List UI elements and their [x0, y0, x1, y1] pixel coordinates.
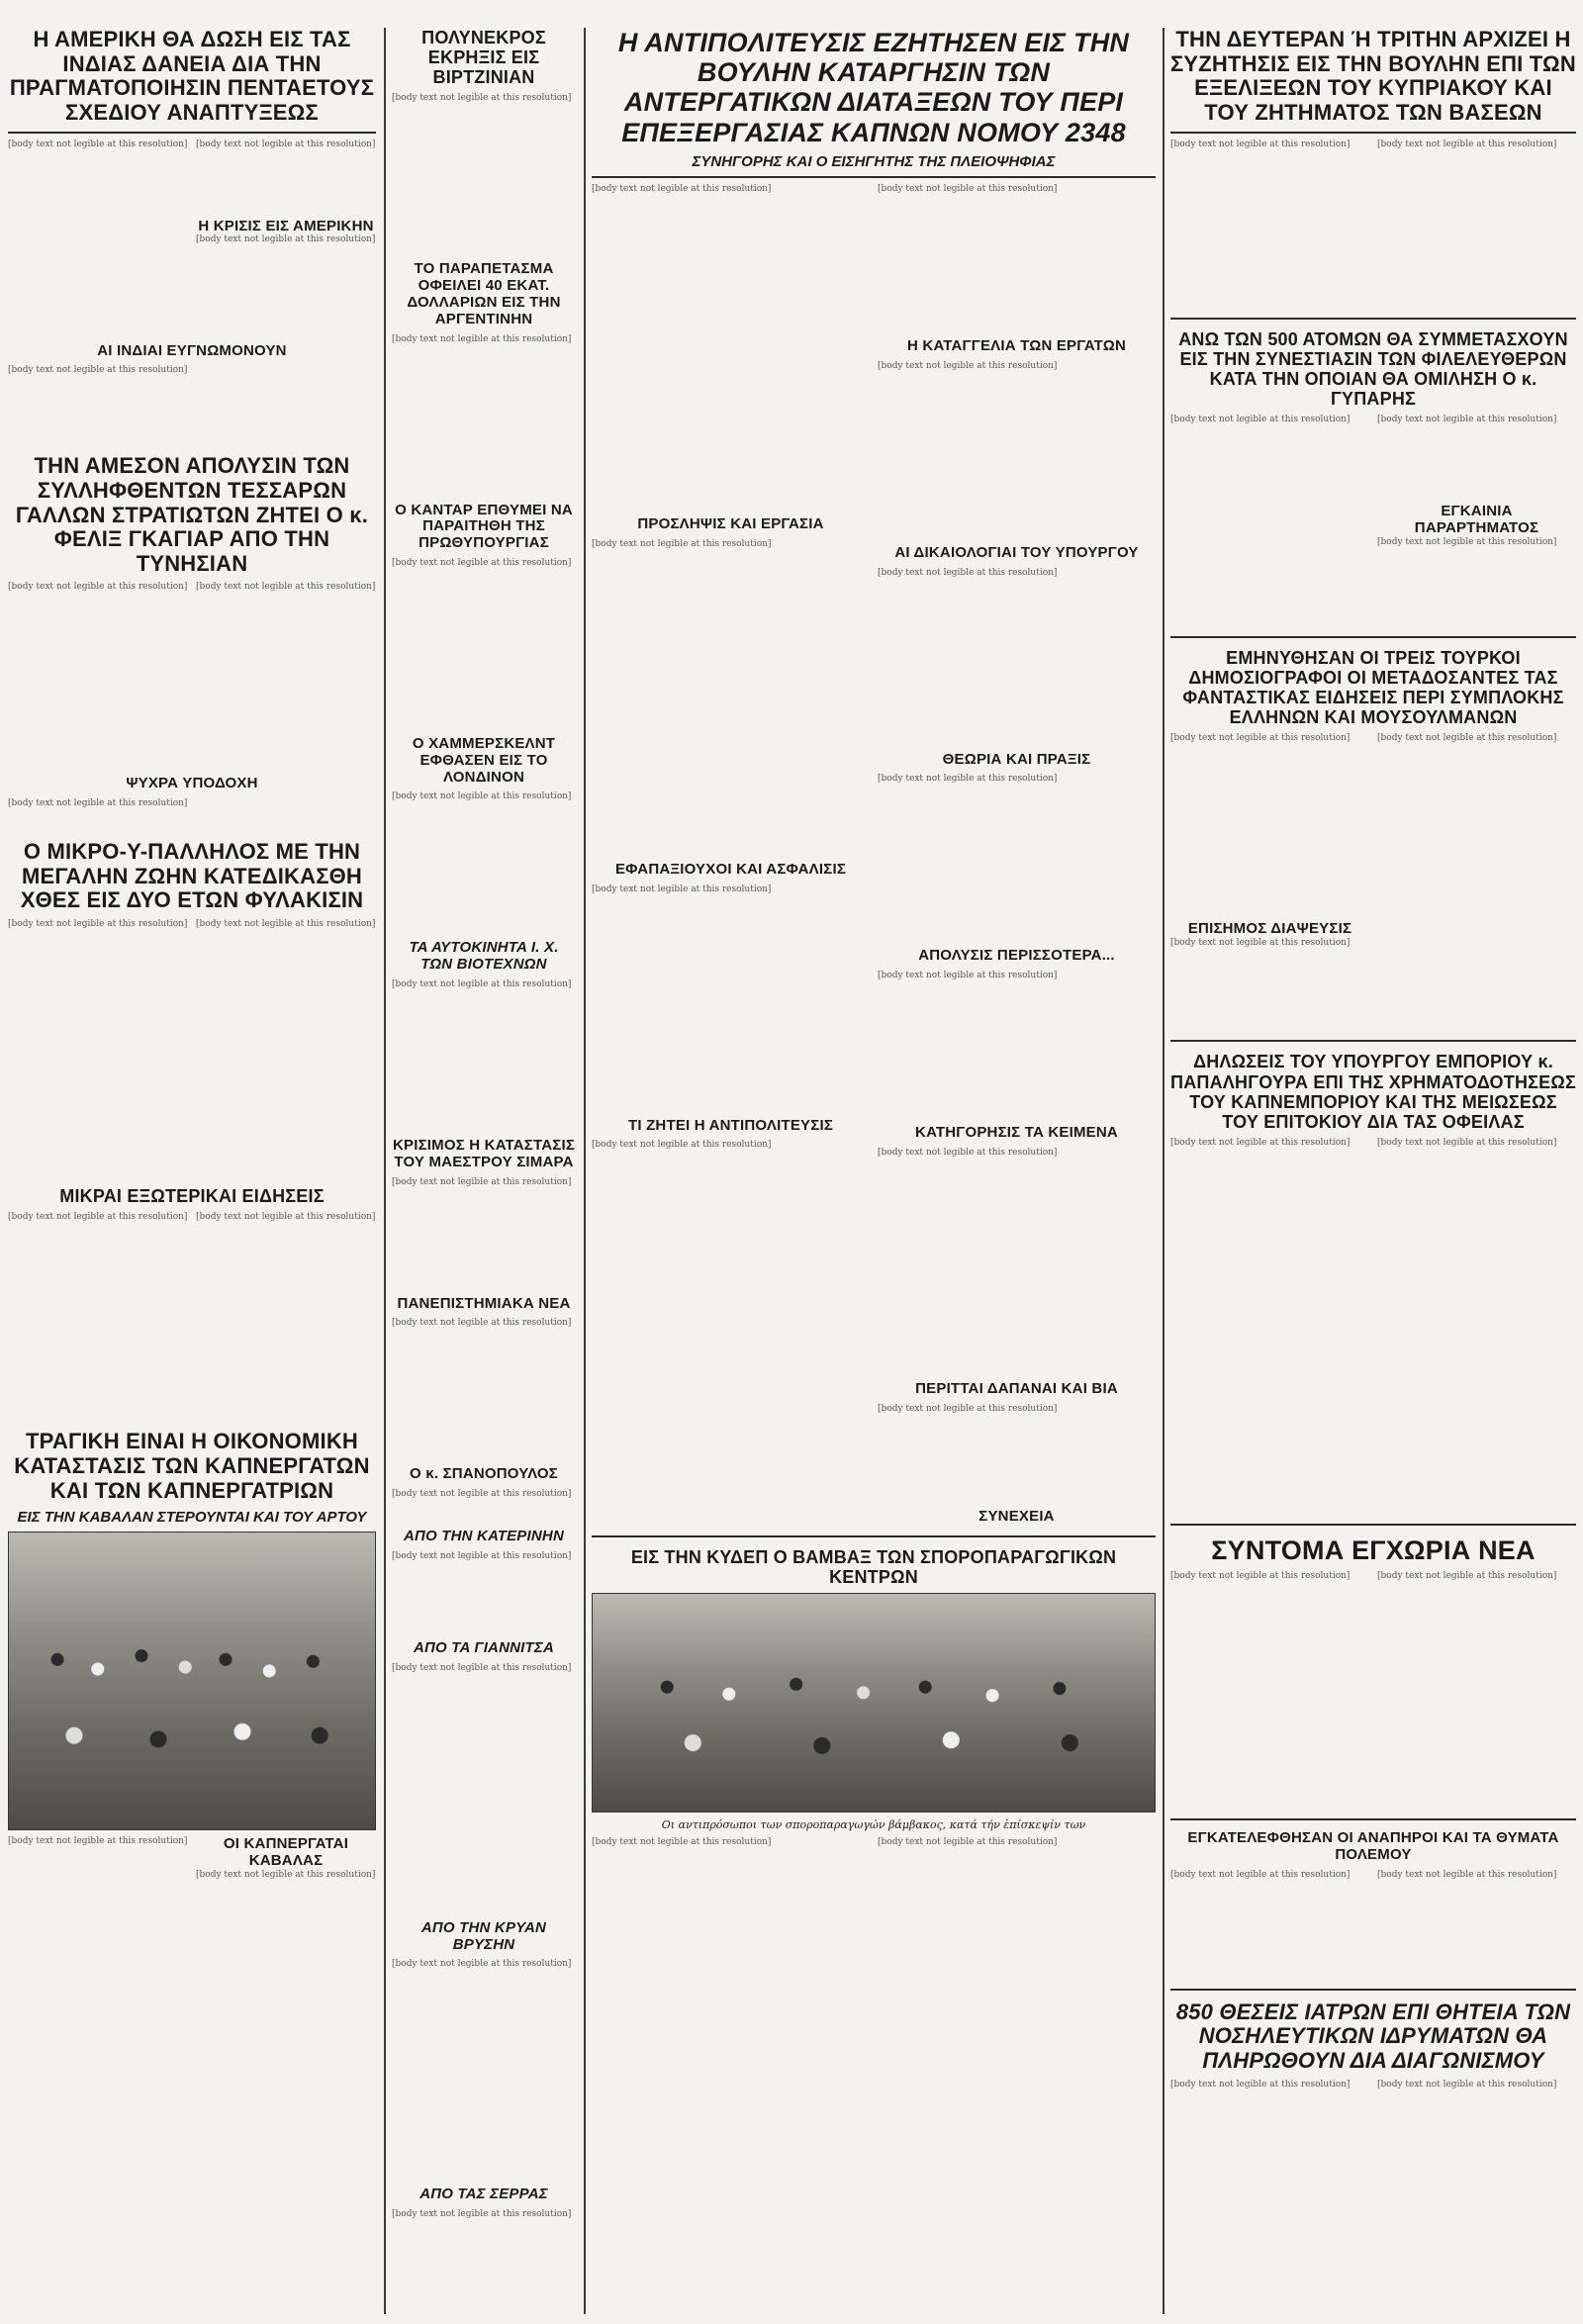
column-3 — [592, 28, 1156, 2314]
headline: ΚΡΙΣΙΜΟΣ Η ΚΑΤΑΣΤΑΣΙΣ ΤΟΥ ΜΑΕΣΤΡΟΥ ΣΙΜΑΡΑ — [392, 1137, 576, 1170]
article-body: [body text not legible at this resolution] — [1377, 415, 1557, 425]
story-cyprus-debate — [1170, 28, 1576, 308]
article-body: [body text not legible at this resolution] — [1170, 1571, 1350, 1582]
photo-caption: Οι αντιπρόσωποι των σποροπαραγωγών βάμβακος, κατά τήν ἐπίσκεψίν των — [661, 1817, 1086, 1831]
article-body: [body text not legible at this resolution] — [8, 139, 188, 149]
headline: Ο ΚΑΝΤΑΡ ΕΠΘΥΜΕΙ ΝΑ ΠΑΡΑΙΤΗΘΗ ΤΗΣ ΠΡΩΘΥΠΟΥΡΓΙΑΣ — [395, 501, 573, 552]
article-body: [body text not legible at this resolution] — [1170, 733, 1350, 744]
divider — [8, 132, 376, 134]
section-head: Η ΚΑΤΑΓΓΕΛΙΑ ΤΩΝ ΕΡΓΑΤΩΝ — [907, 336, 1126, 354]
headline: ΤΡΑΓΙΚΗ ΕΙΝΑΙ Η ΟΙΚΟΝΟΜΙΚΗ ΚΑΤΑΣΤΑΣΙΣ ΤΩΝ ΚΑΠΝΕΡΓΑΤΩΝ ΚΑΙ ΤΩΝ ΚΑΠΝΕΡΓΑΤΡΙΩΝ — [14, 1429, 370, 1503]
section-head: ΑΙ ΔΙΚΑΙΟΛΟΓΙΑΙ ΤΟΥ ΥΠΟΥΡΓΟΥ — [894, 543, 1139, 561]
headline: ΤΗΝ ΑΜΕΣΟΝ ΑΠΟΛΥΣΙΝ ΤΩΝ ΣΥΛΛΗΦΘΕΝΤΩΝ ΤΕΣΣΑΡΩΝ ΓΑΛΛΩΝ ΣΤΡΑΤΙΩΤΩΝ ΖΗΤΕΙ Ο κ. ΦΕΛΙΞ ΓΚΑΓΙΑΡ ΑΠΟ ΤΗΝ ΤΥΝΗΣΙΑΝ — [15, 453, 369, 576]
section-head: ΤΙ ΖΗΤΕΙ Η ΑΝΤΙΠΟΛΙΤΕΥΣΙΣ — [627, 1116, 834, 1134]
article-body: [body text not legible at this resolution] — [392, 558, 572, 569]
story-papaligouras — [1170, 1052, 1576, 1514]
article-body: [body text not legible at this resolution] — [392, 979, 572, 990]
subheadline: ΕΙΣ ΤΗΝ ΚΑΒΑΛΑΝ ΣΤΕΡΟΥΝΤΑΙ ΚΑΙ ΤΟΥ ΑΡΤΟΥ — [17, 1509, 367, 1527]
subheadline: ΕΓΚΑΙΝΙΑ ΠΑΡΑΡΤΗΜΑΤΟΣ — [1414, 503, 1539, 536]
story-cotton-photo — [592, 1547, 1156, 1956]
story-kantar — [392, 503, 576, 716]
story-cars — [392, 940, 576, 1118]
article-body: [body text not legible at this resolution] — [1377, 1571, 1557, 1582]
headline: ΑΝΩ ΤΩΝ 500 ΑΤΟΜΩΝ ΘΑ ΣΥΜΜΕΤΑΣΧΟΥΝ ΕΙΣ ΤΗΝ ΣΥΝΕΣΤΙΑΣΙΝ ΤΩΝ ΦΙΛΕΛΕΥΘΕΡΩΝ ΚΑΤΑ ΤΗΝ ΟΠΟΙΑΝ ΘΑ ΟΜΙΛΗΣΗ Ο κ. ΓΥΠΑΡΗΣ — [1178, 328, 1568, 409]
article-body: [body text not legible at this resolution] — [592, 183, 772, 194]
column-rule — [384, 28, 386, 2314]
column-rule — [584, 28, 586, 2314]
article-body: [body text not legible at this resolution] — [592, 538, 772, 549]
story-spanopoulos — [392, 1466, 576, 1519]
article-body: [body text not legible at this resolution] — [592, 883, 772, 894]
divider — [592, 176, 1156, 178]
section-head: ΠΡΟΣΛΗΨΙΣ ΚΑΙ ΕΡΓΑΣΙΑ — [637, 514, 824, 532]
divider — [592, 1535, 1156, 1537]
headline: ΤΗΝ ΔΕΥΤΕΡΑΝ Ή ΤΡΙΤΗΝ ΑΡΧΙΖΕΙ Η ΣΥΖΗΤΗΣΙΣ ΕΙΣ ΤΗΝ ΒΟΥΛΗΝ ΕΠΙ ΤΩΝ ΕΞΕΛΙΞΕΩΝ ΤΟΥ ΚΥΠΡΙΑΚΟΥ ΚΑΙ ΤΟΥ ΖΗΤΗΜΑΤΟΣ ΤΩΝ ΒΑΣΕΩΝ — [1170, 28, 1576, 125]
headline: 850 ΘΕΣΕΙΣ ΙΑΤΡΩΝ ΕΠΙ ΘΗΤΕΙΑ ΤΩΝ ΝΟΣΗΛΕΥΤΙΚΩΝ ΙΔΡΥΜΑΤΩΝ ΘΑ ΠΛΗΡΩΘΟΥΝ ΔΙΑ ΔΙΑΓΩΝΙΣΜΟΥ — [1175, 1999, 1571, 2074]
article-body: [body text not legible at this resolution] — [196, 139, 376, 149]
story-america-india-loans — [8, 28, 376, 434]
article-body: [body text not legible at this resolution] — [196, 1212, 376, 1223]
story-krya-vrysi — [392, 1920, 576, 2178]
article-body: [body text not legible at this resolution] — [196, 582, 376, 593]
article-body: [body text not legible at this resolution] — [1170, 1869, 1350, 1880]
continued-label: ΣΥΝΕΧΕΙΑ — [978, 1507, 1055, 1525]
story-doctor-positions — [1170, 2000, 1576, 2278]
subheadline: Η ΚΡΙΣΙΣ ΕΙΣ ΑΜΕΡΙΚΗΝ — [198, 217, 374, 234]
article-body: [body text not legible at this resolution] — [392, 1959, 572, 1970]
article-body: [body text not legible at this resolution] — [878, 1836, 1058, 1847]
article-body: [body text not legible at this resolution] — [878, 1403, 1058, 1414]
article-body: [body text not legible at this resolution] — [392, 1318, 572, 1329]
story-serres — [392, 2186, 576, 2314]
story-tobacco-workers — [8, 1430, 376, 2314]
column-2 — [392, 28, 576, 2314]
section-head: ΚΑΤΗΓΟΡΗΣΙΣ ΤΑ ΚΕΙΜΕΝΑ — [915, 1124, 1118, 1142]
headline: ΕΓΚΑΤΕΛΕΦΘΗΣΑΝ ΟΙ ΑΝΑΠΗΡΟΙ ΚΑΙ ΤΑ ΘΥΜΑΤΑ ΠΟΛΕΜΟΥ — [1187, 1829, 1559, 1863]
article-body: [body text not legible at this resolution] — [878, 1147, 1058, 1158]
story-university — [392, 1296, 576, 1447]
story-clerk-sentenced — [8, 840, 376, 1166]
divider — [1170, 318, 1576, 320]
article-body: [body text not legible at this resolution] — [1170, 1137, 1350, 1148]
headline: ΑΠΟ ΤΗΝ ΚΑΤΕΡΙΝΗΝ — [404, 1528, 564, 1545]
section-head: ΘΕΩΡΙΑ ΚΑΙ ΠΡΑΞΙΣ — [942, 750, 1091, 768]
headline: ΑΠΟ ΤΑ ΓΙΑΝΝΙΤΣΑ — [414, 1639, 554, 1657]
article-body: [body text not legible at this resolution] — [592, 1140, 772, 1151]
headline: Ο ΜΙΚΡΟ-Υ-ΠΑΛΛΗΛΟΣ ΜΕ ΤΗΝ ΜΕΓΑΛΗΝ ΖΩΗΝ ΚΑΤΕΔΙΚΑΣΘΗ ΧΘΕΣ ΕΙΣ ΔΥΟ ΕΤΩΝ ΦΥΛΑΚΙΣΙΝ — [20, 839, 364, 913]
article-body: [body text not legible at this resolution] — [196, 1869, 376, 1880]
article-body: [body text not legible at this resolution] — [392, 93, 572, 104]
article-body: [body text not legible at this resolution] — [8, 582, 188, 593]
story-foreign-briefs — [8, 1186, 376, 1410]
article-body: [body text not legible at this resolution] — [1377, 536, 1557, 547]
headline: Η ΑΜΕΡΙΚΗ ΘΑ ΔΩΣΗ ΕΙΣ ΤΑΣ ΙΝΔΙΑΣ ΔΑΝΕΙΑ ΔΙΑ ΤΗΝ ΠΡΑΓΜΑΤΟΠΟΙΗΣΙΝ ΠΕΝΤΑΕΤΟΥΣ ΣΧΕΔΙΟΥ ΑΝΑΠΤΥΞΕΩΣ — [9, 28, 375, 125]
story-turkish-journalists — [1170, 648, 1576, 1031]
headline: ΤΑ ΑΥΤΟΚΙΝΗΤΑ Ι. Χ. ΤΩΝ ΒΙΟΤΕΧΝΩΝ — [409, 939, 559, 974]
headline: ΤΟ ΠΑΡΑΠΕΤΑΣΜΑ ΟΦΕΙΛΕΙ 40 ΕΚΑΤ. ΔΟΛΛΑΡΙΩΝ ΕΙΣ ΤΗΝ ΑΡΓΕΝΤΙΝΗΝ — [407, 260, 561, 327]
article-body: [body text not legible at this resolution] — [1170, 415, 1350, 425]
headline: ΕΙΣ ΤΗΝ ΚΥΔΕΠ Ο ΒΑΜΒΑΞ ΤΩΝ ΣΠΟΡΟΠΑΡΑΓΩΓΙΚΩΝ ΚΕΝΤΡΩΝ — [630, 1546, 1117, 1587]
article-body: [body text not legible at this resolution] — [392, 1551, 572, 1562]
headline: ΣΥΝΤΟΜΑ ΕΓΧΩΡΙΑ ΝΕΑ — [1211, 1534, 1536, 1565]
article-body: [body text not legible at this resolution] — [1170, 938, 1350, 949]
article-body: [body text not legible at this resolution] — [392, 1662, 572, 1673]
story-gaillard-tunisia — [8, 454, 376, 820]
article-body: [body text not legible at this resolution] — [1377, 1137, 1557, 1148]
article-body: [body text not legible at this resolution] — [878, 567, 1058, 578]
article-body: [body text not legible at this resolution] — [392, 1176, 572, 1187]
subheadline: ΣΥΝΗΓΟΡΗΣ ΚΑΙ Ο ΕΙΣΗΓΗΤΗΣ ΤΗΣ ΠΛΕΙΟΨΗΦΙΑΣ — [692, 152, 1056, 170]
article-body: [body text not legible at this resolution] — [878, 360, 1058, 371]
article-body: [body text not legible at this resolution] — [392, 791, 572, 802]
headline: ΠΟΛΥΝΕΚΡΟΣ ΕΚΡΗΞΙΣ ΕΙΣ ΒΙΡΤΖΙΝΙΑΝ — [421, 28, 546, 88]
article-body: [body text not legible at this resolution] — [1377, 139, 1557, 149]
headline: ΕΜΗΝΥΘΗΣΑΝ ΟΙ ΤΡΕΙΣ ΤΟΥΡΚΟΙ ΔΗΜΟΣΙΟΓΡΑΦΟΙ ΟΙ ΜΕΤΑΔΟΣΑΝΤΕΣ ΤΑΣ ΦΑΝΤΑΣΤΙΚΑΣ ΕΙΔΗΣΕΙΣ ΠΕΡΙ ΣΥΜΠΛΟΚΗΣ ΕΛΛΗΝΩΝ ΚΑΙ ΜΟΥΣΟΥΛΜΑΝΩΝ — [1182, 647, 1564, 728]
headline: ΑΠΟ ΤΗΝ ΚΡΥΑΝ ΒΡΥΣΗΝ — [420, 1918, 547, 1953]
subheadline: ΟΙ ΚΑΠΝΕΡΓΑΤΑΙ ΚΑΒΑΛΑΣ — [223, 1835, 349, 1869]
divider — [1170, 1818, 1576, 1820]
article-body: [body text not legible at this resolution] — [8, 919, 188, 930]
article-body: [body text not legible at this resolution] — [8, 365, 188, 376]
headline: ΜΙΚΡΑΙ ΕΞΩΤΕΡΙΚΑΙ ΕΙΔΗΣΕΙΣ — [59, 1186, 325, 1207]
story-liberals-dinner — [1170, 329, 1576, 626]
divider — [1170, 1040, 1576, 1042]
column-rule — [1163, 28, 1164, 2314]
headline: ΔΗΛΩΣΕΙΣ ΤΟΥ ΥΠΟΥΡΓΟΥ ΕΜΠΟΡΙΟΥ κ. ΠΑΠΑΛΗΓΟΥΡΑ ΕΠΙ ΤΗΣ ΧΡΗΜΑΤΟΔΟΤΗΣΕΩΣ ΤΟΥ ΚΑΠΝΕΜΠΟΡΙΟΥ ΚΑΙ ΤΗΣ ΜΕΙΩΣΕΩΣ ΤΟΥ ΕΠΙΤΟΚΙΟΥ ΔΙΑ ΤΑΣ ΟΦΕΙΛΑΣ — [1170, 1052, 1576, 1132]
story-argentina-debt — [392, 261, 576, 482]
story-katerini — [392, 1529, 576, 1630]
story-hammarskjold — [392, 736, 576, 920]
article-body: [body text not legible at this resolution] — [392, 1489, 572, 1500]
article-body: [body text not legible at this resolution] — [1170, 139, 1350, 149]
story-opposition-tobacco-law — [592, 28, 1156, 1526]
article-body: [body text not legible at this resolution] — [1377, 1869, 1557, 1880]
story-maestro — [392, 1138, 576, 1276]
section-head: ΕΦΑΠΑΞΙΟΥΧΟΙ ΚΑΙ ΑΣΦΑΛΙΣΙΣ — [614, 860, 847, 878]
article-body: [body text not legible at this resolution] — [878, 971, 1058, 981]
article-body: [body text not legible at this resolution] — [1377, 2079, 1557, 2090]
article-body: [body text not legible at this resolution] — [392, 2209, 572, 2220]
photo-figures — [615, 1659, 1133, 1799]
subheadline: ΨΥΧΡΑ ΥΠΟΔΟΧΗ — [126, 775, 258, 792]
article-body: [body text not legible at this resolution] — [392, 333, 572, 344]
photo-figures — [24, 1622, 360, 1812]
story-giannitsa — [392, 1640, 576, 1910]
article-body: [body text not legible at this resolution] — [878, 774, 1058, 785]
subheadline: ΑΙ ΙΝΔΙΑΙ ΕΥΓΝΩΜΟΝΟΥΝ — [97, 341, 287, 359]
article-body: [body text not legible at this resolution] — [878, 183, 1058, 194]
article-body: [body text not legible at this resolution] — [8, 1836, 188, 1847]
article-body: [body text not legible at this resolution] — [8, 798, 188, 809]
article-body: [body text not legible at this resolution] — [1170, 2079, 1350, 2090]
divider — [1170, 636, 1576, 638]
article-body: [body text not legible at this resolution] — [1377, 733, 1557, 744]
headline: ΠΑΝΕΠΙΣΤΗΜΙΑΚΑ ΝΕΑ — [397, 1294, 571, 1312]
column-1 — [8, 28, 376, 2314]
article-body: [body text not legible at this resolution] — [8, 1212, 188, 1223]
subheadline: ΕΠΙΣΗΜΟΣ ΔΙΑΨΕΥΣΙΣ — [1187, 920, 1352, 938]
divider — [1170, 1989, 1576, 1991]
headline: Η ΑΝΤΙΠΟΛΙΤΕΥΣΙΣ ΕΖΗΤΗΣΕΝ ΕΙΣ ΤΗΝ ΒΟΥΛΗΝ ΚΑΤΑΡΓΗΣΙΝ ΤΩΝ ΑΝΤΕΡΓΑΤΙΚΩΝ ΔΙΑΤΑΞΕΩΝ ΤΟΥ ΠΕΡΙ ΕΠΕΞΕΡΓΑΣΙΑΣ ΚΑΠΝΩΝ ΝΟΜΟΥ 2348 — [617, 28, 1130, 147]
news-photo — [592, 1593, 1156, 1813]
divider — [1170, 132, 1576, 134]
headline: Ο κ. ΣΠΑΝΟΠΟΥΛΟΣ — [410, 1465, 558, 1483]
article-body: [body text not legible at this resolution] — [592, 1836, 772, 1847]
column-4 — [1170, 28, 1576, 2314]
section-head: ΠΕΡΙΤΤΑΙ ΔΑΠΑΝΑΙ ΚΑΙ ΒΙΑ — [915, 1379, 1118, 1397]
story-domestic-briefs — [1170, 1535, 1576, 1809]
article-body: [body text not legible at this resolution] — [196, 234, 376, 245]
article-body: [body text not legible at this resolution] — [196, 919, 376, 930]
divider — [1170, 1524, 1576, 1526]
news-photo — [8, 1532, 376, 1830]
section-head: ΑΠΟΛΥΣΙΣ ΠΕΡΙΣΣΟΤΕΡΑ... — [918, 947, 1115, 965]
story-war-victims — [1170, 1830, 1576, 1979]
headline: ΑΠΟ ΤΑΣ ΣΕΡΡΑΣ — [419, 2185, 548, 2203]
headline: Ο ΧΑΜΜΕΡΣΚΕΛΝΤ ΕΦΘΑΣΕΝ ΕΙΣ ΤΟ ΛΟΝΔΙΝΟΝ — [412, 735, 556, 786]
story-virginia-explosion — [392, 28, 576, 241]
